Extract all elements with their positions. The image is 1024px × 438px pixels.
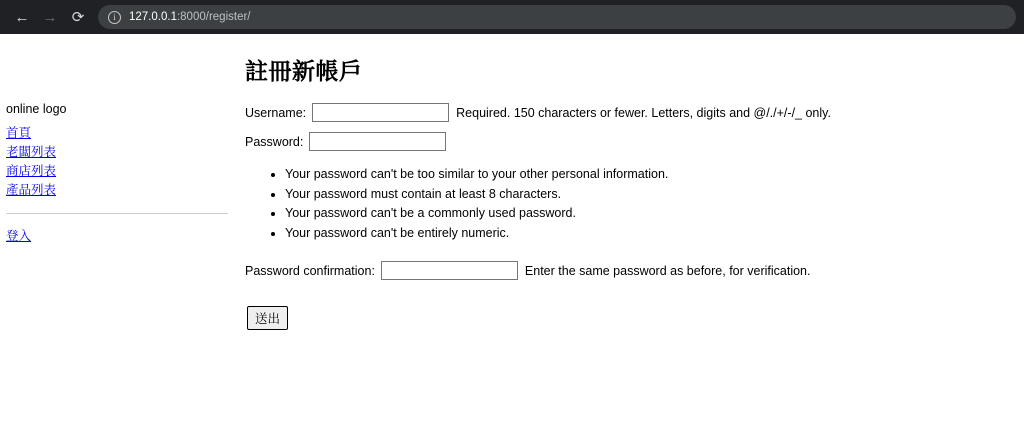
sidebar-item-store-list[interactable]: 商店列表 xyxy=(6,164,57,178)
list-item: • Your password must contain at least 8 characters. xyxy=(285,185,1024,205)
password-rules-list xyxy=(245,165,1024,243)
list-item: • Your password can't be too similar to your other personal information. xyxy=(285,165,1024,185)
submit-button[interactable]: 送出 xyxy=(247,306,288,330)
sidebar-item-owner-list[interactable]: 老闆列表 xyxy=(6,145,57,159)
sidebar-divider xyxy=(6,213,228,214)
password-label: Password: xyxy=(245,134,304,149)
page-title: 註冊新帳戶 xyxy=(245,58,363,84)
list-item: • Your password can't be a commonly used password. xyxy=(285,204,1024,224)
sidebar-item-login[interactable]: 登入 xyxy=(6,229,32,243)
password-row xyxy=(245,132,1024,151)
sidebar-item-product-list[interactable]: 產品列表 xyxy=(6,183,57,197)
register-form xyxy=(245,34,1024,330)
password-confirmation-label: Password confirmation: xyxy=(245,263,375,278)
forward-icon[interactable]: → xyxy=(42,8,58,26)
password-confirmation-help-text: Enter the same password as before, for verification. xyxy=(524,263,811,278)
url-host: 127.0.0.1 xyxy=(129,11,177,23)
site-logo: online logo xyxy=(6,102,67,116)
address-bar[interactable] xyxy=(98,5,1016,29)
password-confirmation-row xyxy=(245,261,1024,280)
username-row xyxy=(245,103,1024,122)
password-confirmation-input[interactable] xyxy=(381,261,518,280)
username-label: Username: xyxy=(245,105,307,120)
username-input[interactable] xyxy=(312,103,449,122)
reload-icon[interactable]: ⟳ xyxy=(71,9,85,26)
username-help-text: Required. 150 characters or fewer. Letters, digits and @/./+/-/_ only. xyxy=(456,105,831,120)
url-path: :8000/register/ xyxy=(176,11,251,23)
sidebar-item-home[interactable]: 首頁 xyxy=(6,126,32,140)
list-item: • Your password can't be entirely numeric. xyxy=(285,224,1024,244)
sidebar xyxy=(0,34,232,246)
site-info-icon[interactable]: i xyxy=(108,11,121,24)
browser-chrome xyxy=(0,0,1024,34)
page-viewport xyxy=(0,34,1024,438)
back-icon[interactable]: ← xyxy=(14,8,30,26)
password-input[interactable] xyxy=(309,132,446,151)
